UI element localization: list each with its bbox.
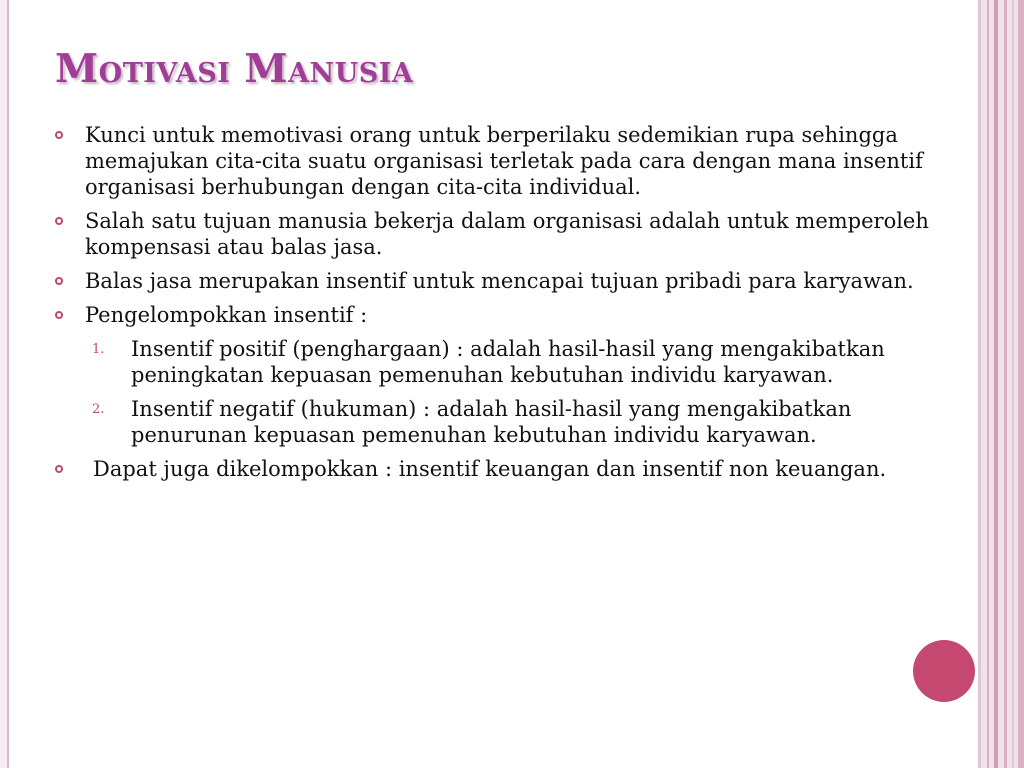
bullet-item (55, 122, 945, 200)
bullet-icon (55, 311, 63, 319)
numbered-item-text: Insentif negatif (hukuman) : adalah hasil-hasil yang mengakibatkan penurunan kepuasan pemenuhan kebutuhan individu karyawan. (131, 397, 852, 447)
bullet-text: Kunci untuk memotivasi orang untuk berperilaku sedemikian rupa sehingga memajukan cita-cita suatu organisasi terletak pada cara dengan mana insentif organisasi berhubungan dengan cita-cita individual. (85, 123, 923, 199)
bullet-icon (55, 465, 63, 473)
bullet-icon (55, 131, 63, 139)
slide-title: Motivasi Manusia (55, 46, 414, 92)
numbered-item-text: Insentif positif (penghargaan) : adalah hasil-hasil yang mengakibatkan peningkatan kepuasan pemenuhan kebutuhan individu karyawan. (131, 337, 885, 387)
right-stripe-decoration (978, 0, 1024, 768)
bullet-item (55, 268, 945, 294)
slide-content (55, 122, 945, 490)
bullet-text: Dapat juga dikelompokkan : insentif keuangan dan insentif non keuangan. (93, 457, 887, 481)
bullet-icon (55, 277, 63, 285)
bullet-text: Salah satu tujuan manusia bekerja dalam organisasi adalah untuk memperoleh kompensasi atau balas jasa. (85, 209, 929, 259)
item-number: 1. (92, 342, 105, 357)
bullet-icon (55, 217, 63, 225)
bullet-text: Pengelompokkan insentif : (85, 303, 368, 327)
bullet-item (55, 302, 945, 328)
decorative-circle (913, 640, 975, 702)
bullet-item (55, 208, 945, 260)
bullet-item (55, 456, 945, 482)
numbered-item (55, 336, 945, 388)
bullet-text: Balas jasa merupakan insentif untuk mencapai tujuan pribadi para karyawan. (85, 269, 914, 293)
item-number: 2. (92, 402, 105, 417)
numbered-item (55, 396, 945, 448)
left-border-decoration (0, 0, 9, 768)
